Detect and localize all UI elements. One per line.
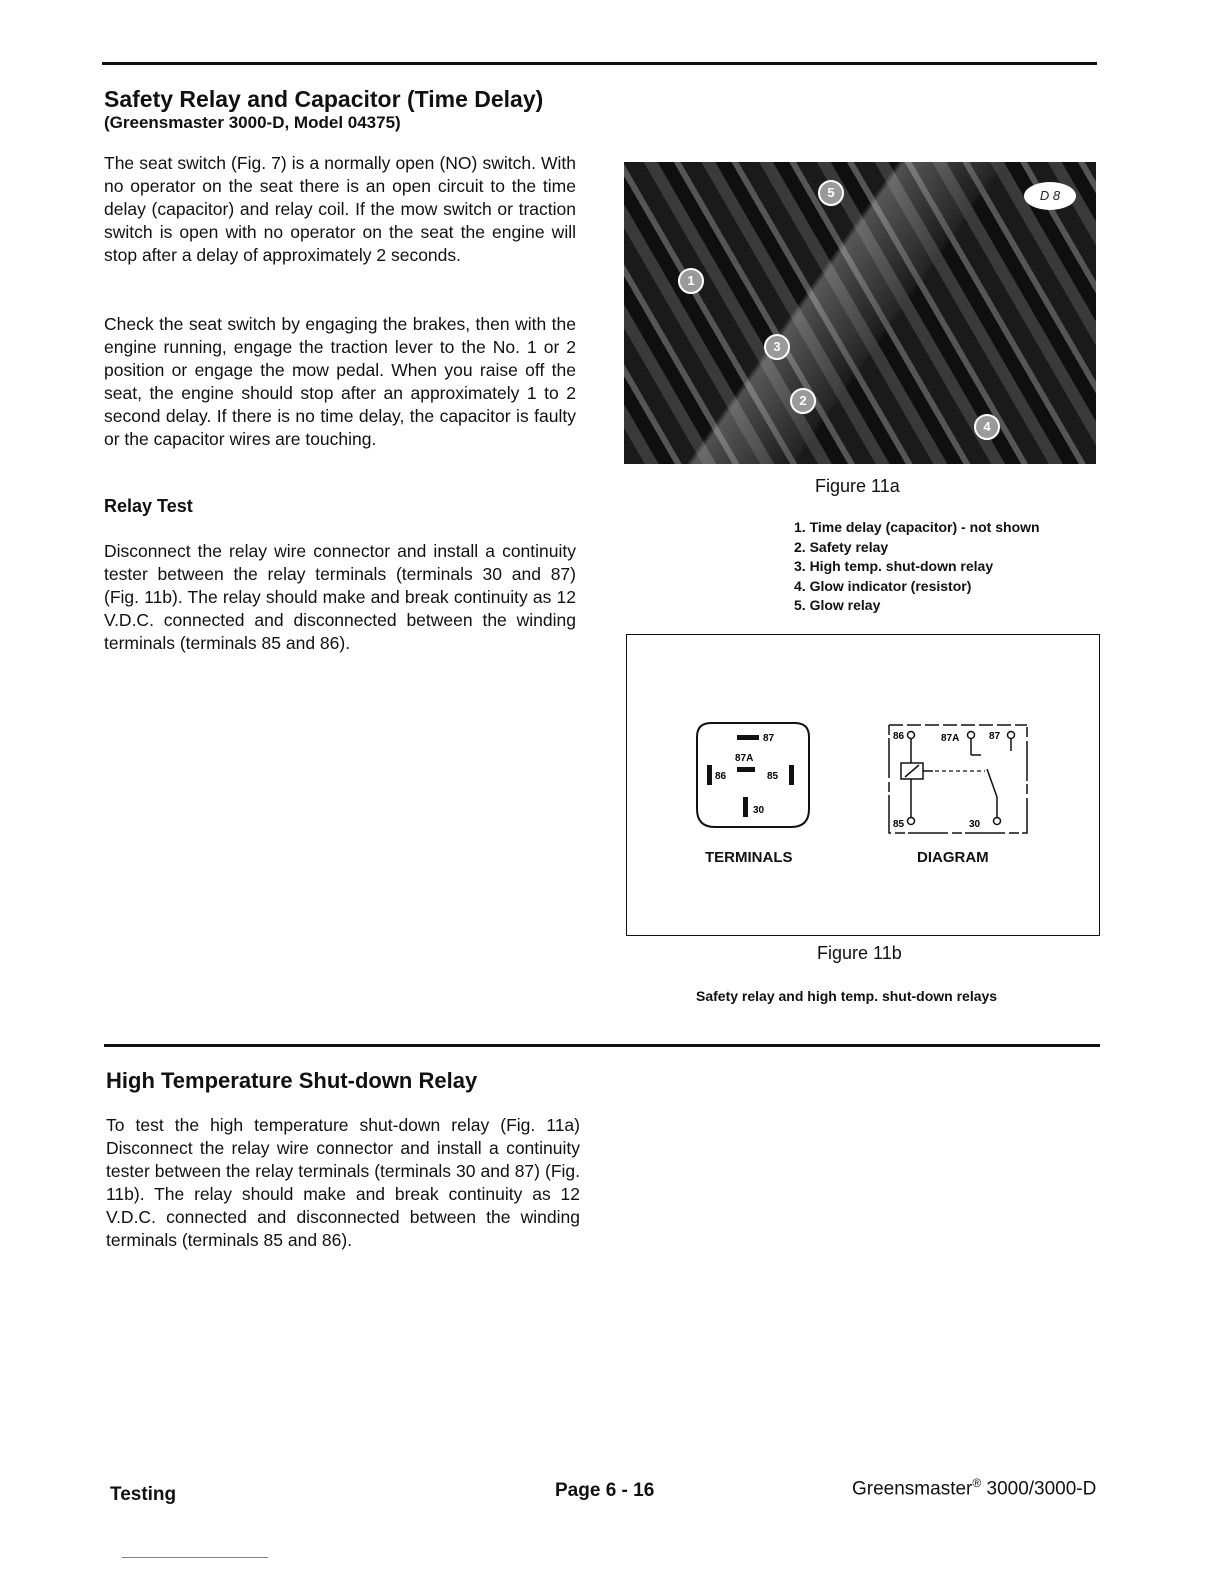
photo-label-d8: D 8 bbox=[1024, 182, 1076, 210]
diagram-pin-87a: 87A bbox=[941, 733, 960, 744]
figure-11a-photo bbox=[624, 162, 1096, 464]
figure-11a-caption: Figure 11a bbox=[815, 476, 900, 496]
paragraph-relay-test: Disconnect the relay wire connector and install a continuity tester between the relay terminals (terminals 30 and 87) (Fig. 11b). The relay should make and break continuity as 12 V.D.C. connected and disconnected between the winding terminals (terminals 85 and 86). bbox=[104, 541, 576, 653]
footer-section-name: Testing bbox=[110, 1484, 177, 1505]
section-rule bbox=[104, 1044, 1100, 1047]
footer-page-number: Page 6 - 16 bbox=[555, 1480, 655, 1501]
footer-brand: Greensmaster bbox=[852, 1478, 973, 1500]
bottom-underline bbox=[122, 1557, 268, 1558]
footer-product-name bbox=[852, 1476, 1096, 1500]
legend-item: 1. Time delay (capacitor) - not shown bbox=[794, 519, 1040, 535]
callout-4: 4 bbox=[974, 414, 1000, 440]
pin-87-label: 87 bbox=[763, 733, 775, 744]
footer-model: 3000/3000-D bbox=[981, 1478, 1097, 1500]
diagram-pin-85: 85 bbox=[893, 819, 905, 830]
pin-86-label: 86 bbox=[715, 771, 727, 782]
paragraph-high-temp-relay: To test the high temperature shut-down relay (Fig. 11a) Disconnect the relay wire connector and install a continuity tester between the relay terminals (terminals 30 and 87) (Fig. 11b). The relay should make and break continuity as 12 V.D.C. connected and disconnected between the winding terminals (terminals 85 and 86). bbox=[106, 1115, 580, 1250]
figure-11b-caption: Figure 11b bbox=[817, 943, 902, 963]
callout-1: 1 bbox=[678, 268, 704, 294]
pin-30-label: 30 bbox=[753, 805, 765, 816]
relay-test-heading: Relay Test bbox=[104, 496, 193, 516]
diagram-label: DIAGRAM bbox=[917, 849, 989, 866]
paragraph-seat-switch: The seat switch (Fig. 7) is a normally open (NO) switch. With no operator on the seat there is an open circuit to the time delay (capacitor) and relay coil. If the mow switch or traction switch is open with no operator on the seat the engine will stop after a delay of approximately 2 seconds. bbox=[104, 153, 576, 265]
figure-11b-box bbox=[626, 634, 1100, 936]
legend-item: 3. High temp. shut-down relay bbox=[794, 558, 994, 574]
figure-11a-legend bbox=[794, 518, 1040, 616]
callout-2: 2 bbox=[790, 388, 816, 414]
registered-mark: ® bbox=[972, 1476, 982, 1490]
pin-87a-label: 87A bbox=[735, 753, 754, 764]
section-title: Safety Relay and Capacitor (Time Delay) bbox=[104, 86, 544, 112]
section-2-title: High Temperature Shut-down Relay bbox=[106, 1068, 478, 1093]
relay-schematic-drawing bbox=[885, 721, 1033, 837]
top-rule bbox=[102, 62, 1097, 65]
diagram-pin-86: 86 bbox=[893, 731, 905, 742]
callout-3: 3 bbox=[764, 334, 790, 360]
figure-11b-subcaption: Safety relay and high temp. shut-down relays bbox=[696, 988, 998, 1004]
legend-item: 4. Glow indicator (resistor) bbox=[794, 577, 972, 594]
legend-item: 5. Glow relay bbox=[794, 597, 881, 613]
paragraph-check-seat-switch: Check the seat switch by engaging the brakes, then with the engine running, engage the traction lever to the No. 1 or 2 position or engage the mow pedal. When you raise off the seat, the engine should stop after an approximately 1 to 2 second delay. If there is no time delay, the capacitor is faulty or the capacitor wires are touching. bbox=[104, 314, 576, 449]
section-subtitle: (Greensmaster 3000-D, Model 04375) bbox=[104, 113, 401, 132]
terminals-label: TERMINALS bbox=[705, 849, 793, 866]
legend-item: 2. Safety relay bbox=[794, 538, 889, 555]
diagram-pin-87: 87 bbox=[989, 731, 1001, 742]
callout-5: 5 bbox=[818, 180, 844, 206]
pin-85-label: 85 bbox=[767, 771, 779, 782]
relay-terminals-drawing bbox=[693, 721, 813, 837]
diagram-pin-30: 30 bbox=[969, 819, 981, 830]
